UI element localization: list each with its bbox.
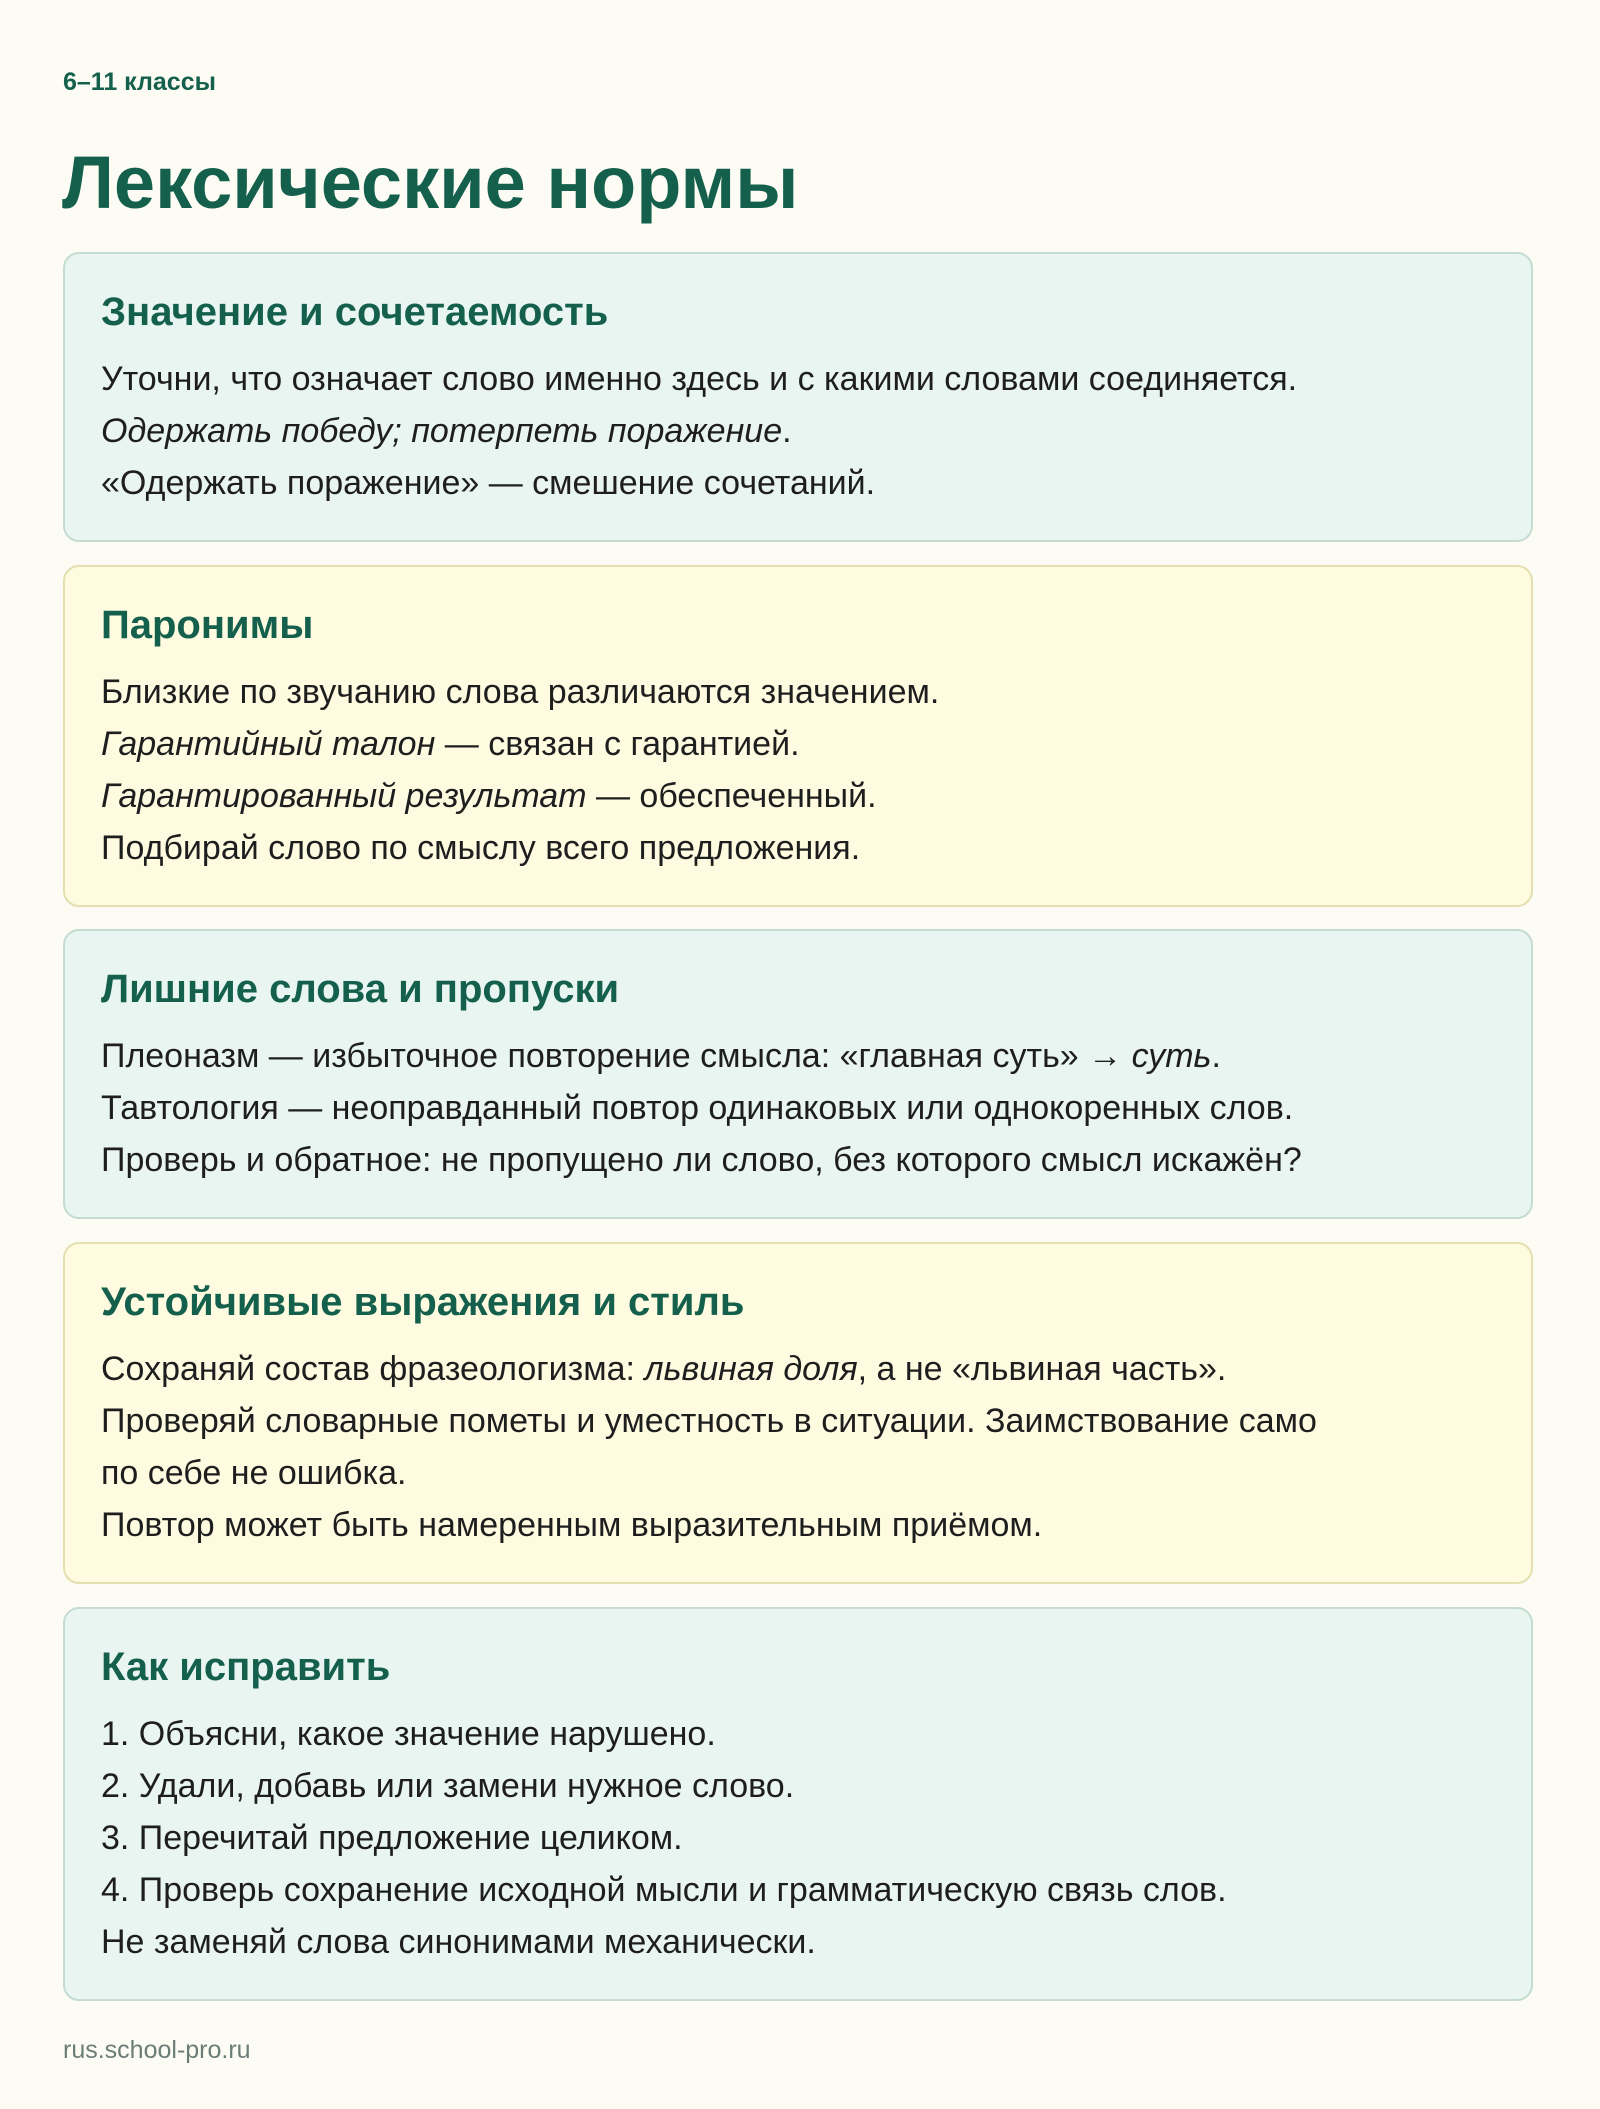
line-text: 1. Объясни, какое значение нарушено. bbox=[101, 1715, 716, 1753]
card-line bbox=[101, 1134, 1501, 1186]
card-body bbox=[101, 353, 1501, 509]
line-text: — связан с гарантией. bbox=[435, 725, 800, 763]
line-text: Сохраняй состав фразеологизма: bbox=[101, 1350, 645, 1388]
card-line bbox=[101, 1030, 1501, 1082]
line-text: 2. Удали, добавь или замени нужное слово. bbox=[101, 1767, 795, 1805]
card-line bbox=[101, 1916, 1501, 1968]
example-text: суть bbox=[1131, 1037, 1212, 1075]
line-text: Близкие по звучанию слова различаются значением. bbox=[101, 673, 940, 711]
card-line bbox=[101, 1395, 1501, 1447]
card-title: Как исправить bbox=[101, 1645, 391, 1689]
line-text: Плеоназм — избыточное повторение смысла: «главная суть» → bbox=[101, 1037, 1132, 1075]
line-text: Подбирай слово по смыслу всего предложения. bbox=[101, 829, 861, 867]
card-title: Лишние слова и пропуски bbox=[101, 967, 620, 1011]
example-text: Гарантийный талон bbox=[101, 725, 436, 763]
card-meaning bbox=[63, 252, 1533, 542]
card-title: Значение и сочетаемость bbox=[101, 290, 609, 334]
line-text: Повтор может быть намеренным выразительным приёмом. bbox=[101, 1506, 1043, 1544]
card-title: Паронимы bbox=[101, 603, 314, 647]
card-body bbox=[101, 1343, 1501, 1551]
card-line bbox=[101, 353, 1501, 405]
card-line bbox=[101, 457, 1501, 509]
card-body bbox=[101, 1030, 1501, 1186]
line-text: «Одержать поражение» — смешение сочетаний. bbox=[101, 464, 876, 502]
card-line bbox=[101, 1864, 1501, 1916]
line-text: 3. Перечитай предложение целиком. bbox=[101, 1819, 683, 1857]
card-line bbox=[101, 822, 1501, 874]
card-line bbox=[101, 1499, 1501, 1551]
card-body bbox=[101, 1708, 1501, 1968]
line-text: , а не «львиная часть». bbox=[857, 1350, 1227, 1388]
example-text: Одержать победу; потерпеть поражение bbox=[101, 412, 783, 450]
card-line bbox=[101, 666, 1501, 718]
line-text: по себе не ошибка. bbox=[101, 1454, 407, 1492]
line-text: Проверь и обратное: не пропущено ли слово, без которого смысл искажён? bbox=[101, 1141, 1302, 1179]
line-text: — обеспеченный. bbox=[586, 777, 877, 815]
example-text: львиная доля bbox=[644, 1350, 858, 1388]
line-text: Уточни, что означает слово именно здесь и с какими словами соединяется. bbox=[101, 360, 1298, 398]
card-how-to-fix bbox=[63, 1607, 1533, 2001]
card-line bbox=[101, 1447, 1501, 1499]
card-line bbox=[101, 718, 1501, 770]
line-text: 4. Проверь сохранение исходной мысли и грамматическую связь слов. bbox=[101, 1871, 1227, 1909]
grade-label: 6–11 классы bbox=[63, 68, 216, 96]
page-title: Лексические нормы bbox=[62, 141, 799, 224]
line-text: . bbox=[782, 412, 792, 450]
card-extra-words bbox=[63, 929, 1533, 1219]
card-line bbox=[101, 1082, 1501, 1134]
card-idioms-style bbox=[63, 1242, 1533, 1584]
card-line bbox=[101, 405, 1501, 457]
card-line bbox=[101, 1708, 1501, 1760]
card-line bbox=[101, 1760, 1501, 1812]
card-line bbox=[101, 1343, 1501, 1395]
line-text: Не заменяй слова синонимами механически. bbox=[101, 1923, 816, 1961]
card-line bbox=[101, 1812, 1501, 1864]
card-line bbox=[101, 770, 1501, 822]
card-body bbox=[101, 666, 1501, 874]
example-text: Гарантированный результат bbox=[101, 777, 587, 815]
line-text: Тавтология — неоправданный повтор одинаковых или однокоренных слов. bbox=[101, 1089, 1294, 1127]
card-title: Устойчивые выражения и стиль bbox=[101, 1280, 745, 1324]
line-text: Проверяй словарные пометы и уместность в ситуации. Заимствование само bbox=[101, 1402, 1317, 1440]
card-paronyms bbox=[63, 565, 1533, 907]
line-text: . bbox=[1211, 1037, 1221, 1075]
footer-site: rus.school-pro.ru bbox=[63, 2036, 251, 2064]
